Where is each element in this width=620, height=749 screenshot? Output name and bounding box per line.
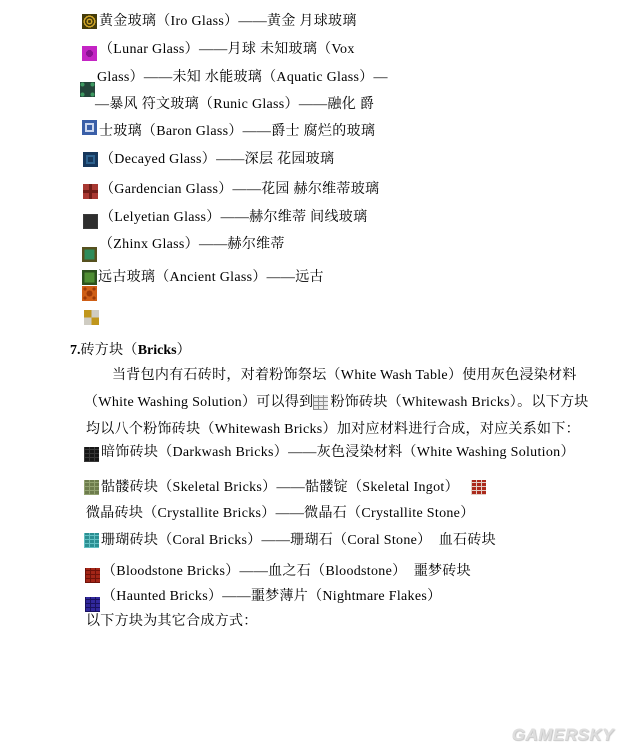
unknown-orange-block-icon <box>82 286 97 301</box>
brick-item-darkwash-text: 暗饰砖块（Darkwash Bricks）——灰色浸染材料（White Washing Solution） <box>101 445 575 460</box>
whitewash-bricks-icon <box>313 395 328 410</box>
baron-glass-icon <box>82 120 97 135</box>
bricks-paragraph-line3-text: 均以八个粉饰砖块（Whitewash Bricks）加对应材料进行合成，对应关系如下： <box>86 422 580 437</box>
bricks-heading-en: Bricks <box>137 343 177 358</box>
glass-item-iro <box>82 12 357 32</box>
brick-item-coral-text: 珊瑚砖块（Coral Bricks）——珊瑚石（Coral Stone） 血石砖块 <box>101 533 496 548</box>
bloodstone-bricks-icon <box>85 568 100 583</box>
haunted-bricks-icon <box>85 597 100 612</box>
brick-item-darkwash <box>84 443 575 463</box>
lunar-glass-icon <box>82 46 97 61</box>
glass-item-ancient <box>82 268 324 288</box>
zhinx-glass-icon <box>82 247 97 262</box>
bricks-paragraph-line1 <box>112 366 577 386</box>
brick-item-bloodstone <box>85 562 471 582</box>
glass-item-lelyetian-text: （Lelyetian Glass）——赫尔维蒂 间线玻璃 <box>100 210 368 225</box>
ancient-glass-icon <box>82 270 97 285</box>
glass-item-baron <box>82 122 375 142</box>
brick-item-haunted-text: （Haunted Bricks）——噩梦薄片（Nightmare Flakes） <box>102 589 442 604</box>
glass-item-decayed <box>83 150 334 170</box>
gardencian-glass-icon <box>83 184 98 199</box>
coral-bricks-icon <box>84 533 99 548</box>
brick-item-crystallite-text: 微晶砖块（Crystallite Bricks）——微晶石（Crystallite Stone） <box>86 506 475 521</box>
decayed-glass-icon <box>83 152 98 167</box>
brick-item-haunted <box>85 587 441 607</box>
glass-item-vox-aquatic-text: Glass）——未知 水能玻璃（Aquatic Glass）— <box>97 70 388 85</box>
bricks-paragraph-line2-before: （White Washing Solution）可以得到 <box>84 395 314 410</box>
gamersky-watermark: GAMERSKY <box>511 725 614 744</box>
glass-item-runic <box>95 95 374 115</box>
glass-item-gardencian <box>83 180 379 200</box>
glass-item-gardencian-text: （Gardencian Glass）——花园 赫尔维蒂玻璃 <box>100 182 380 197</box>
glass-item-decayed-text: （Decayed Glass）——深层 花园玻璃 <box>100 152 335 167</box>
bricks-heading-number: 7. <box>70 343 81 358</box>
glass-item-baron-text: 士玻璃（Baron Glass）——爵士 腐烂的玻璃 <box>99 124 376 139</box>
glass-item-zhinx-text: （Zhinx Glass）——赫尔维蒂 <box>99 237 285 252</box>
gold-checkered-block-icon <box>84 310 99 325</box>
darkwash-bricks-icon <box>84 447 99 462</box>
glass-item-lelyetian <box>83 208 367 228</box>
bricks-paragraph-line1-text: 当背包内有石砖时，对着粉饰祭坛（White Wash Table）使用灰色浸染材料 <box>112 368 577 383</box>
bricks-heading-cn: 砖方块（ <box>80 343 138 358</box>
brick-item-crystallite <box>86 504 475 524</box>
red-bricks-icon <box>471 480 486 495</box>
lelyetian-glass-icon <box>83 214 98 229</box>
glass-item-lunar-text: （Lunar Glass）——月球 未知玻璃（Vox <box>99 42 355 57</box>
brick-item-skeletal-text: 骷髅砖块（Skeletal Bricks）——骷髅锭（Skeletal Ingot） <box>101 480 459 495</box>
glass-item-ancient-text: 远古玻璃（Ancient Glass）——远古 <box>98 270 324 285</box>
skeletal-bricks-icon <box>84 480 99 495</box>
bricks-footer-line <box>86 612 258 632</box>
gold-checkered-row <box>84 308 101 328</box>
bricks-footer-text: 以下方块为其它合成方式： <box>86 614 258 629</box>
bricks-paragraph-line3 <box>86 420 580 440</box>
iro-glass-icon <box>82 14 97 29</box>
bricks-heading <box>70 341 191 361</box>
bricks-paragraph-line2 <box>84 393 589 413</box>
brick-item-coral <box>84 531 496 551</box>
ancient-glass-icon-stack <box>82 270 98 285</box>
glass-item-runic-text: —暴风 符文玻璃（Runic Glass）——融化 爵 <box>95 97 375 112</box>
bricks-heading-close: ） <box>176 343 191 358</box>
glass-item-lunar <box>82 40 355 60</box>
brick-item-bloodstone-text: （Bloodstone Bricks）——血之石（Bloodstone） 噩梦砖块 <box>102 564 471 579</box>
bricks-paragraph-line2-after: 粉饰砖块（Whitewash Bricks）。以下方块 <box>330 395 589 410</box>
glass-item-zhinx <box>82 235 285 255</box>
aquatic-glass-icon <box>80 82 95 97</box>
glass-item-vox-aquatic <box>80 68 388 88</box>
glass-item-iro-text: 黄金玻璃（Iro Glass）——黄金 月球玻璃 <box>99 14 357 29</box>
brick-item-skeletal <box>84 478 488 498</box>
